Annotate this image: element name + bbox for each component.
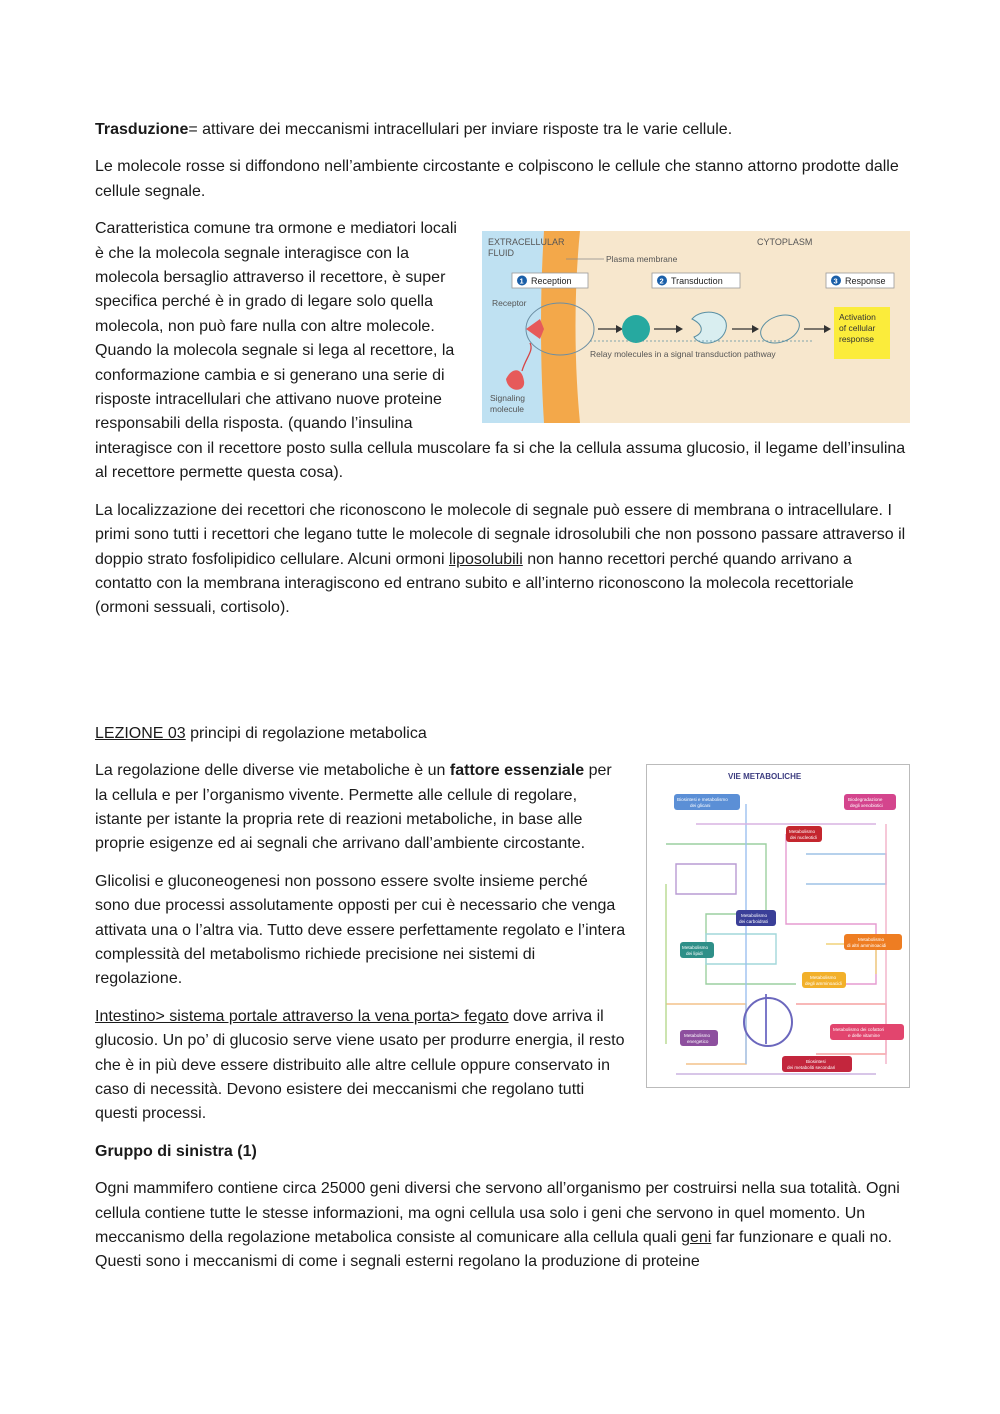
intestino-text: dove arriva il glucosio. Un po’ di glucosio serve viene usato per produrre energia, il resto che è in più deve essere distribuito alle altre cellule oppure conservato in caso di necessità. Devono esistere dei meccanismi che regolano tutti questi processi.	[95, 1007, 625, 1123]
regolazione-text-c: per la cellula e per l’organismo vivente. Permette alle cellule di regolare, istante per istante la propria rete di reazioni metaboliche, in base alle proprie esigenze ed ai segnali che arrivano dall’ambiente circostante.	[95, 762, 612, 853]
fluid-label: FLUID	[488, 248, 515, 259]
cytoplasm-label: CYTOPLASM	[757, 237, 813, 248]
relay-molecule-1	[622, 315, 650, 343]
label-cofattori-line-1: Metabolismo dei cofattori	[833, 1027, 885, 1033]
paragraph-caratteristica: Caratteristica comune tra ormone e mediatori locali è che la molecola segnale interagisce con la molecola bersaglio attraverso il recettore, è super specifica perché è in grado di legare solo quella molecola, non può fare nulla con altre molecole. Quando la molecola segnale si lega al recettore, la conformazione cambia e si generano una serie di risposte intracellulari che attivano nuove proteine responsabili della risposta. (quando l’insulina interagisce con il recettore posto sulla cellula muscolare fa si che la cellula assuma glucosio, il legame dell’insulina al recettore permette questa cosa).	[95, 220, 906, 482]
plasma-membrane-label: Plasma membrane	[606, 254, 678, 265]
transduction-label: Transduction	[671, 276, 723, 287]
spacer	[95, 634, 907, 722]
activation-line-2: of cellular	[839, 323, 876, 334]
label-xenobiotici-line-1: Biodegradazione	[848, 797, 883, 803]
underlined-liposolubili: liposolubili	[448, 550, 523, 568]
response-label: Response	[845, 276, 886, 287]
signaling-label-1: Signaling	[490, 393, 525, 404]
label-metaboliti-secondari-line-2: dei metaboliti secondari	[787, 1065, 836, 1071]
regolazione-text-a: La regolazione delle diverse vie metaboliche è un	[95, 762, 450, 780]
localizzazione-text-a: La localizzazione dei recettori che riconoscono le molecole di segnale può essere di membrana o intracellulare. I primi sono tutti i recettori che legano tutte le molecole di segnale idrosolubili che non possono passare attraverso il doppio strato fosfolipidico cellulare. Alcuni ormoni	[95, 501, 906, 568]
paragraph-glicolisi: Glicolisi e gluconeogenesi non possono essere svolte insieme perché sono due processi assolutamente opposti per cui è necessario che venga attivata una o l’altra via. Tutto deve essere perfettamente regolato e l’intera complessità del metabolismo richiede precisione nei sistemi di regolazione.	[95, 872, 626, 988]
paragraph-trasduzione	[95, 118, 907, 142]
underlined-geni: geni	[681, 1229, 712, 1247]
receptor-label: Receptor	[492, 298, 527, 309]
label-amminoacidi-line-2: degli amminoacidi	[805, 981, 842, 987]
signaling-label-2: molecule	[490, 404, 525, 415]
label-carboidrati-line-1: Metabolismo	[741, 913, 768, 919]
document-page	[95, 118, 907, 1288]
heading-gruppo-sinistra	[95, 1140, 907, 1164]
label-nucleotidi-line-2: dei nucleotidi	[790, 835, 817, 841]
definition-text: = attivare dei meccanismi intracellulari per inviare risposte tra le varie cellule.	[188, 121, 733, 138]
label-nucleotidi-line-1: Metabolismo	[789, 829, 816, 835]
label-carboidrati-line-2: dei carboidrati	[739, 919, 768, 925]
reception-label: Reception	[531, 276, 572, 287]
term-trasduzione: Trasduzione	[95, 121, 189, 138]
paragraph-mammifero	[95, 1177, 907, 1275]
label-lipidi-line-1: Metabolismo	[682, 945, 709, 951]
paragraph-molecole-rosse: Le molecole rosse si diffondono nell’ambiente circostante e colpiscono le cellule che stanno attorno prodotte dalle cellule segnale.	[95, 158, 899, 200]
label-altri-amminoacidi-line-1: Metabolismo	[858, 937, 885, 943]
label-glicani-line-2: dei glicani	[690, 803, 711, 809]
bold-fattore-essenziale: fattore essenziale	[449, 762, 585, 780]
label-cofattori-line-2: e delle vitamine	[848, 1033, 880, 1039]
lesson-topic: principi di regolazione metabolica	[185, 724, 427, 742]
step-1-number: 1	[519, 276, 524, 286]
activation-line-1: Activation	[839, 312, 876, 323]
label-metaboliti-secondari-line-1: Biosintesi	[806, 1059, 826, 1065]
label-energetico-line-2: energetico	[687, 1039, 709, 1045]
label-altri-amminoacidi-line-2: di altri amminoacidi	[847, 943, 887, 949]
mammifero-text-a: Ogni mammifero contiene circa 25000 geni diversi che servono all’organismo per costruirsi nella sua totalità. Ogni cellula contiene tutte le stesse informazioni, ma ogni cellula usa solo i geni che servono in quel momento. Un meccanismo della regolazione metabolica consiste al comunicare alla cellula quali	[95, 1180, 900, 1247]
extracellular-label: EXTRACELLULAR	[488, 237, 565, 248]
step-3-number: 3	[833, 276, 838, 286]
paragraph-localizzazione	[95, 499, 907, 621]
mammifero-text-b: far funzionare e quali no. Questi sono i meccanismi di come i segnali esterni regolano la produzione di proteine	[95, 1229, 892, 1271]
label-amminoacidi-line-1: Metabolismo	[810, 975, 837, 981]
metabolic-pathways-figure	[646, 764, 910, 1088]
underlined-intestino-path: Intestino> sistema portale attraverso la vena porta> fegato	[95, 1007, 509, 1025]
localizzazione-text-b: non hanno recettori perché quando arrivano a contatto con la membrana interagiscono ed entrano subito e all’interno riconoscono la molecola recettoriale (ormoni sessuali, cortisolo).	[95, 550, 854, 617]
activation-line-3: response	[839, 334, 874, 345]
relay-caption: Relay molecules in a signal transduction pathway	[590, 349, 776, 360]
label-lipidi-line-2: dei lipidi	[686, 951, 703, 957]
heading-text: Gruppo di sinistra (1)	[95, 1142, 257, 1160]
lesson-title	[95, 722, 907, 746]
label-glicani-line-1: Biosintesi e metabolismo	[677, 797, 728, 803]
label-xenobiotici-line-2: degli xenobiotici	[850, 803, 883, 809]
pathways-title: VIE METABOLICHE	[728, 772, 802, 782]
signal-transduction-figure	[482, 231, 910, 423]
label-energetico-line-1: Metabolismo	[684, 1033, 711, 1039]
step-2-number: 2	[659, 276, 664, 286]
lesson-number: LEZIONE 03	[95, 724, 186, 742]
